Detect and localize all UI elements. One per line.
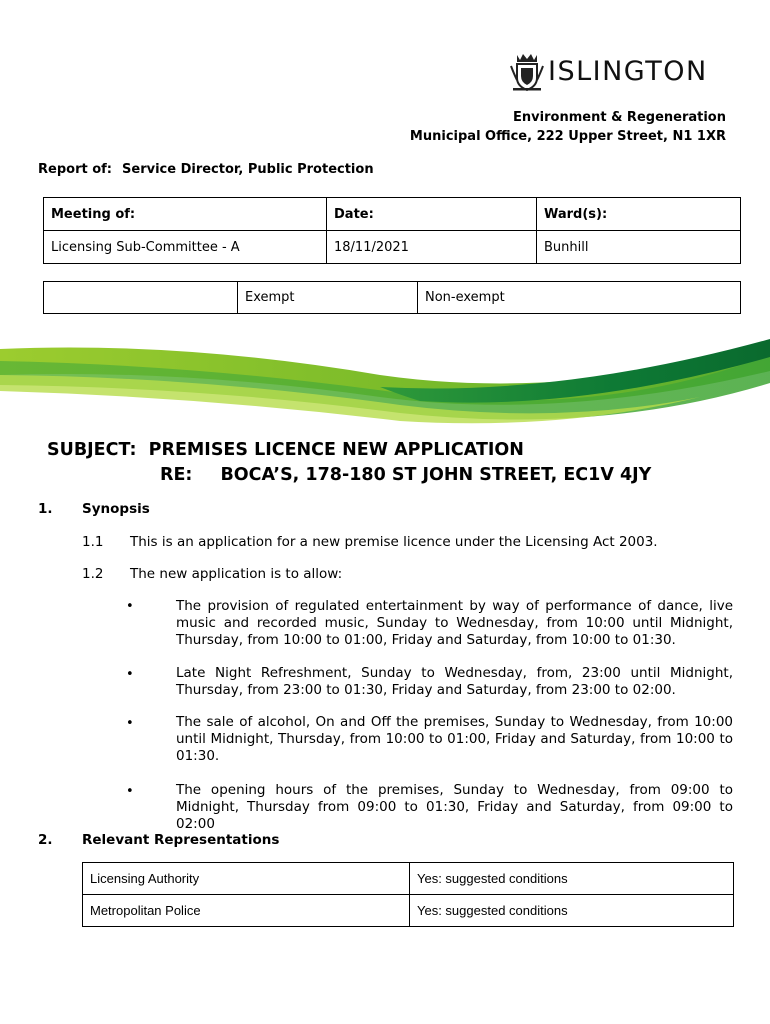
re-line xyxy=(47,465,651,485)
meeting-table-header xyxy=(44,198,741,231)
table-row xyxy=(83,863,734,895)
rep-status-cell: Yes: suggested conditions xyxy=(410,895,734,927)
subject-text: PREMISES LICENCE NEW APPLICATION xyxy=(148,440,524,460)
re-text: BOCA’S, 178-180 ST JOHN STREET, EC1V 4JY xyxy=(220,465,652,485)
para-1-2-number: 1.2 xyxy=(82,566,104,582)
exempt-blank-cell xyxy=(44,282,238,314)
section-1-title: Synopsis xyxy=(82,501,150,517)
exempt-table-row xyxy=(44,282,741,314)
meeting-table-row xyxy=(44,231,741,264)
exempt-table xyxy=(43,281,741,314)
section-1-number: 1. xyxy=(38,501,53,517)
para-1-2-text: The new application is to allow: xyxy=(130,566,343,582)
rep-status-cell: Yes: suggested conditions xyxy=(410,863,734,895)
meeting-header-cell: Meeting of: xyxy=(44,198,327,231)
bullet-item: Late Night Refreshment, Sunday to Wednesday, from, 23:00 until Midnight, Thursday, from 23:00 to 01:30, Friday and Saturday, from 23:00 to 02:00. xyxy=(176,665,733,698)
section-2-number: 2. xyxy=(38,832,53,848)
wards-header-cell: Ward(s): xyxy=(537,198,741,231)
islington-logo xyxy=(510,52,735,94)
bullet-icon: • xyxy=(126,716,134,731)
green-swoosh-banner xyxy=(0,335,770,425)
department-line: Environment & Regeneration xyxy=(513,110,726,125)
subject-label: SUBJECT: xyxy=(47,440,137,460)
logo-wordmark: ISLINGTON xyxy=(548,56,708,87)
bullet-icon: • xyxy=(126,599,134,614)
wards-value-cell: Bunhill xyxy=(537,231,741,264)
bullet-item: The sale of alcohol, On and Off the premises, Sunday to Wednesday, from 10:00 until Midnight, Thursday, from 10:00 to 01:00, Friday and Saturday, from 10:00 to 01:30. xyxy=(176,714,733,764)
date-value-cell: 18/11/2021 xyxy=(327,231,537,264)
bullet-item: The opening hours of the premises, Sunday to Wednesday, from 09:00 to Midnight, Thursday from 09:00 to 01:30, Friday and Saturday, from 09:00 to 02:00 xyxy=(176,782,733,832)
bullet-icon: • xyxy=(126,667,134,682)
meeting-table xyxy=(43,197,741,264)
rep-party-cell: Licensing Authority xyxy=(83,863,410,895)
representations-table xyxy=(82,862,734,927)
non-exempt-cell: Non-exempt xyxy=(418,282,741,314)
report-of-label: Report of: xyxy=(38,162,113,177)
exempt-cell: Exempt xyxy=(238,282,418,314)
report-of xyxy=(38,162,374,177)
rep-party-cell: Metropolitan Police xyxy=(83,895,410,927)
address-line: Municipal Office, 222 Upper Street, N1 1XR xyxy=(409,129,726,144)
bullet-icon: • xyxy=(126,784,134,799)
date-header-cell: Date: xyxy=(327,198,537,231)
coat-of-arms-icon xyxy=(510,52,544,92)
re-label: RE: xyxy=(160,465,193,485)
table-row xyxy=(83,895,734,927)
section-2-title: Relevant Representations xyxy=(82,832,280,848)
bullet-item: The provision of regulated entertainment by way of performance of dance, live music and recorded music, Sunday to Wednesday, from 10:00 until Midnight, Thursday, from 10:00 to 01:00, Friday and Saturday, from 10:00 to 01:30. xyxy=(176,598,733,648)
subject-line xyxy=(47,440,524,460)
para-1-1-text: This is an application for a new premise licence under the Licensing Act 2003. xyxy=(130,534,658,550)
para-1-1-number: 1.1 xyxy=(82,534,104,550)
report-of-value: Service Director, Public Protection xyxy=(122,162,374,177)
meeting-value-cell: Licensing Sub-Committee - A xyxy=(44,231,327,264)
